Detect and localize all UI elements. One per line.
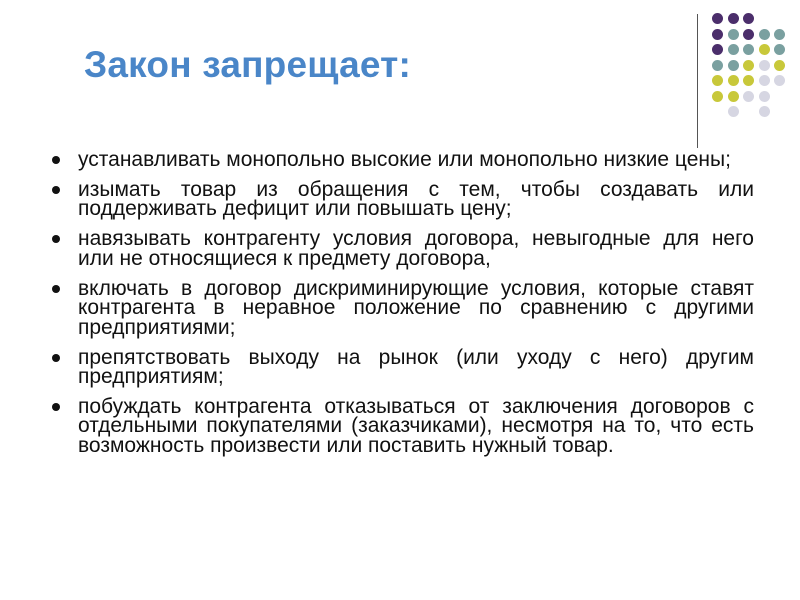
decorative-dot [759,29,770,40]
decorative-dot [743,60,754,71]
list-item [46,276,754,339]
list-item [46,177,754,221]
decorative-dot [743,29,754,40]
decorative-dot [774,29,785,40]
decorative-dot [728,29,739,40]
bullet-list [46,150,754,466]
decorative-dot [728,106,739,117]
list-item [46,345,754,389]
decorative-dot [728,60,739,71]
bullet-icon [52,186,60,194]
decorative-dot [728,75,739,86]
bullet-text: препятствовать выходу на рынок (или уходу с него) другим предприятиям; [78,345,754,389]
bullet-text: включать в договор дискриминирующие условия, которые ставят контрагента в неравное положение по сравнению с другими предприятиями; [78,276,754,339]
decorative-dot [774,75,785,86]
list-item [46,394,754,457]
decorative-dot [759,44,770,55]
list-item [46,150,754,170]
decorative-dot [743,75,754,86]
slide-title: Закон запрещает: [84,44,412,85]
decorative-dot [743,44,754,55]
decorative-dot [712,91,723,102]
decorative-dot [743,13,754,24]
decorative-dot [728,13,739,24]
bullet-icon [52,285,60,293]
bullet-icon [52,403,60,411]
decorative-dot [712,13,723,24]
bullet-text: навязывать контрагенту условия договора, невыгодные для него или не относящиеся к предмету договора, [78,227,754,270]
bullet-text: изымать товар из обращения с тем, чтобы создавать или поддерживать дефицит или повышать цену; [78,177,754,221]
list-item [46,229,754,268]
decorative-dot [759,91,770,102]
bullet-icon [52,354,60,362]
bullet-text: побуждать контрагента отказываться от заключения договоров с отдельными покупателями (заказчиками), несмотря на то, что есть возможность произвести или поставить нужный товар. [78,394,754,457]
decorative-dot [712,44,723,55]
decorative-dot [759,106,770,117]
decorative-dot [759,60,770,71]
decorative-dot [759,75,770,86]
decorative-dot [728,91,739,102]
decorative-dot [712,60,723,71]
decorative-dot [712,75,723,86]
decorative-dot [743,91,754,102]
decorative-dot [728,44,739,55]
decorative-dot [712,29,723,40]
bullet-icon [52,235,60,243]
decorative-dot [774,44,785,55]
decorative-dot [774,60,785,71]
bullet-icon [52,156,60,164]
bullet-text: устанавливать монопольно высокие или монопольно низкие цены; [78,148,731,171]
